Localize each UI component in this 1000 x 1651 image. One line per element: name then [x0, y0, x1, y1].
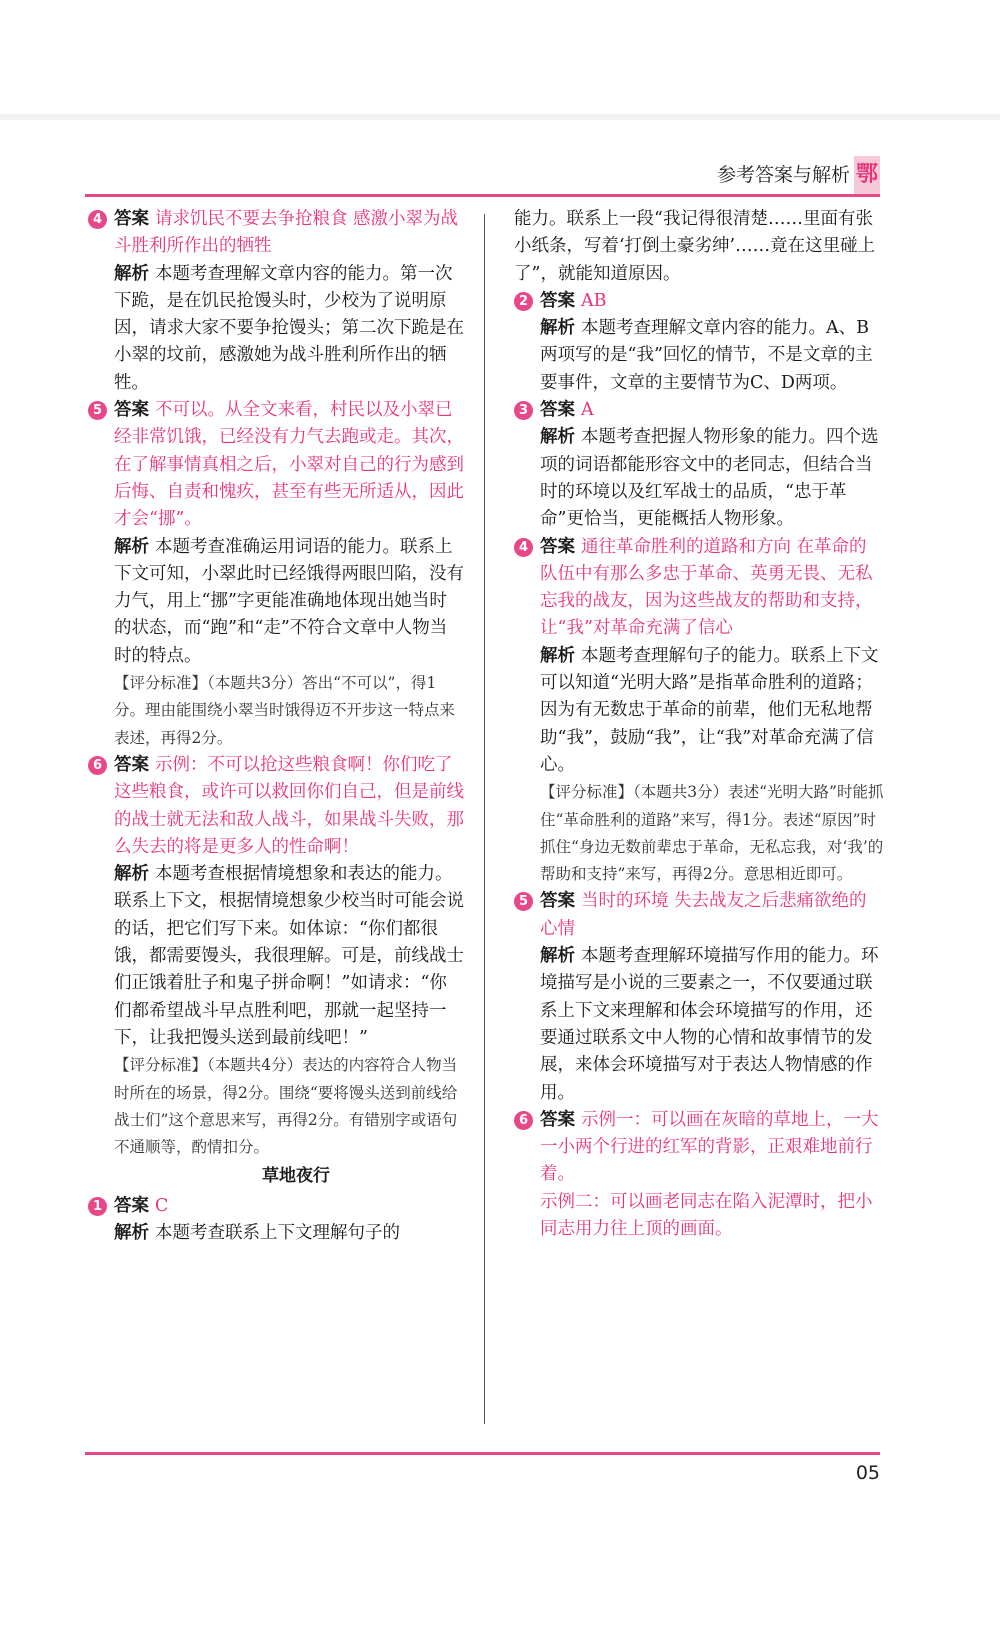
- question-number-badge: 3: [514, 401, 533, 420]
- analysis-text: 本题考查理解环境描写作用的能力。环境描写是小说的三要素之一，不仅要通过联系上下文来理解和体会环境描写的作用，还要通过联系文中人物的心情和故事情节的发展，来体会环境描写对于表达人物情感的作用。: [540, 946, 879, 1103]
- question-3-block: [514, 397, 884, 533]
- left-column: [88, 206, 464, 1247]
- header-title: 参考答案与解析: [716, 164, 850, 186]
- answer-text: 示例一：可以画在灰暗的草地上，一大一小两个行进的红军的背影，正艰难地前行着。: [540, 1109, 879, 1185]
- page-top-band: [0, 114, 1000, 120]
- question-number-badge: 1: [88, 1197, 107, 1216]
- header-rule: [85, 194, 880, 197]
- question-number-badge: 4: [514, 538, 533, 557]
- answer-label: 答案: [540, 536, 575, 557]
- scoring-standard: 【评分标准】（本题共3分）答出“不可以”，得1分。理由能围绕小翠当时饿得迈不开步这一特点来表述，再得2分。: [114, 674, 456, 747]
- answer-label: 答案: [114, 400, 149, 421]
- question-2-block: [514, 288, 884, 397]
- analysis-label: 解析: [114, 263, 149, 284]
- analysis-label: 解析: [114, 864, 149, 885]
- analysis-label: 解析: [540, 318, 575, 339]
- question-6-block: [514, 1107, 884, 1243]
- analysis-text: 本题考查联系上下文理解句子的: [155, 1222, 400, 1243]
- analysis-label: 解析: [540, 645, 575, 666]
- scoring-standard: 【评分标准】（本题共4分）表达的内容符合人物当时所在的场景，得2分。围绕“要将馒头送到前线给战士们”这个意思来写，再得2分。有错别字或语句不通顺等，酌情扣分。: [114, 1056, 458, 1157]
- analysis-label: 解析: [540, 427, 575, 448]
- question-5-block: [88, 397, 464, 752]
- section-title: 草地夜行: [262, 1166, 330, 1187]
- analysis-text: 本题考查理解文章内容的能力。A、B两项写的是“我”回忆的情节，不是文章的主要事件，文章的主要情节为C、D两项。: [540, 318, 873, 393]
- question-number-badge: 6: [88, 756, 107, 775]
- question-4-block: [88, 206, 464, 397]
- question-6-block: [88, 752, 464, 1161]
- question-number-badge: 5: [88, 401, 107, 420]
- footer-rule: [85, 1452, 880, 1455]
- analysis-text: 本题考查准确运用词语的能力。联系上下文可知，小翠此时已经饿得两眼凹陷，没有力气，用上“挪”字更能准确地体现出她当时的状态，而“跑”和“走”不符合文章中人物当时的特点。: [114, 536, 464, 666]
- answer-label: 答案: [114, 209, 149, 229]
- answer-label: 答案: [540, 891, 575, 912]
- answer-text: AB: [581, 290, 607, 311]
- answer-text: 不可以。从全文来看，村民以及小翠已经非常饥饿，已经没有力气去跑或走。其次，在了解事情真相之后，小翠对自己的行为感到后悔、自责和愧疚，甚至有些无所适从，因此才会“挪”。: [114, 400, 464, 530]
- answer-text: 通往革命胜利的道路和方向 在革命的队伍中有那么多忠于革命、英勇无畏、无私忘我的战友，因为这些战友的帮助和支持，让“我”对革命充满了信心: [540, 536, 873, 639]
- question-4-block: [514, 534, 884, 889]
- answer-label: 答案: [540, 290, 575, 311]
- analysis-label: 解析: [114, 1222, 149, 1243]
- answer-text: 示例：不可以抢这些粮食啊！你们吃了这些粮食，或许可以救回你们自己，但是前线的战士就无法和敌人战斗，如果战斗失败，那么失去的将是更多人的性命啊！: [114, 754, 464, 857]
- answer-text: 当时的环境 失去战友之后悲痛欲绝的心情: [540, 891, 867, 939]
- answer-text: 请求饥民不要去争抢粮食 感激小翠为战斗胜利所作出的牺牲: [114, 209, 459, 257]
- answer-label: 答案: [540, 1109, 575, 1130]
- analysis-text: 本题考查根据情境想象和表达的能力。联系上下文，根据情境想象少校当时可能会说的话，把它们写下来。如体谅：“你们都很饿，都需要馒头，我很理解。可是，前线战士们正饿着肚子和鬼子拼命啊！”如请求：“你们都希望战斗早点胜利吧，那就一起坚持一下，让我把馒头送到最前线吧！”: [114, 864, 464, 1048]
- answer-text: A: [581, 400, 594, 421]
- analysis-text: 本题考查把握人物形象的能力。四个选项的词语都能形容文中的老同志，但结合当时的环境以及红军战士的品质，“忠于革命”更恰当，更能概括人物形象。: [540, 427, 879, 530]
- section-question-1-block: [88, 1193, 464, 1248]
- analysis-text: 本题考查理解句子的能力。联系上下文可以知道“光明大路”是指革命胜利的道路；因为有无数忠于革命的前辈，他们无私地帮助“我”，鼓励“我”，让“我”对革命充满了信心。: [540, 645, 879, 775]
- continued-analysis-text: 能力。联系上一段“我记得很清楚……里面有张小纸条，写着‘打倒土豪劣绅’……竟在这里碰上了”，就能知道原因。: [514, 209, 876, 284]
- page-number: 05: [855, 1462, 880, 1484]
- province-badge: 鄂: [854, 156, 880, 194]
- right-column: [514, 206, 884, 1243]
- scoring-standard: 【评分标准】（本题共3分）表述“光明大路”时能抓住“革命胜利的道路”来写，得1分。表述“原因”时抓住“身边无数前辈忠于革命，无私忘我，对‘我’的帮助和支持”来写，再得2分。意思相近即可。: [540, 783, 884, 884]
- question-5-block: [514, 888, 884, 1106]
- question-number-badge: 5: [514, 892, 533, 911]
- question-number-badge: 6: [514, 1111, 533, 1130]
- answer-label: 答案: [540, 400, 575, 421]
- column-divider: [484, 214, 485, 1424]
- answer-text: C: [155, 1195, 169, 1216]
- analysis-label: 解析: [114, 536, 149, 557]
- analysis-label: 解析: [540, 946, 575, 967]
- analysis-text: 本题考查理解文章内容的能力。第一次下跪，是在饥民抢馒头时，少校为了说明原因，请求大家不要争抢馒头；第二次下跪是在小翠的坟前，感激她为战斗胜利所作出的牺牲。: [114, 263, 464, 393]
- answer-label: 答案: [114, 754, 149, 775]
- answer-text-example-2: 示例二：可以画老同志在陷入泥潭时，把小同志用力往上顶的画面。: [540, 1191, 873, 1239]
- answer-label: 答案: [114, 1195, 149, 1216]
- question-number-badge: 4: [88, 210, 107, 229]
- question-number-badge: 2: [514, 292, 533, 311]
